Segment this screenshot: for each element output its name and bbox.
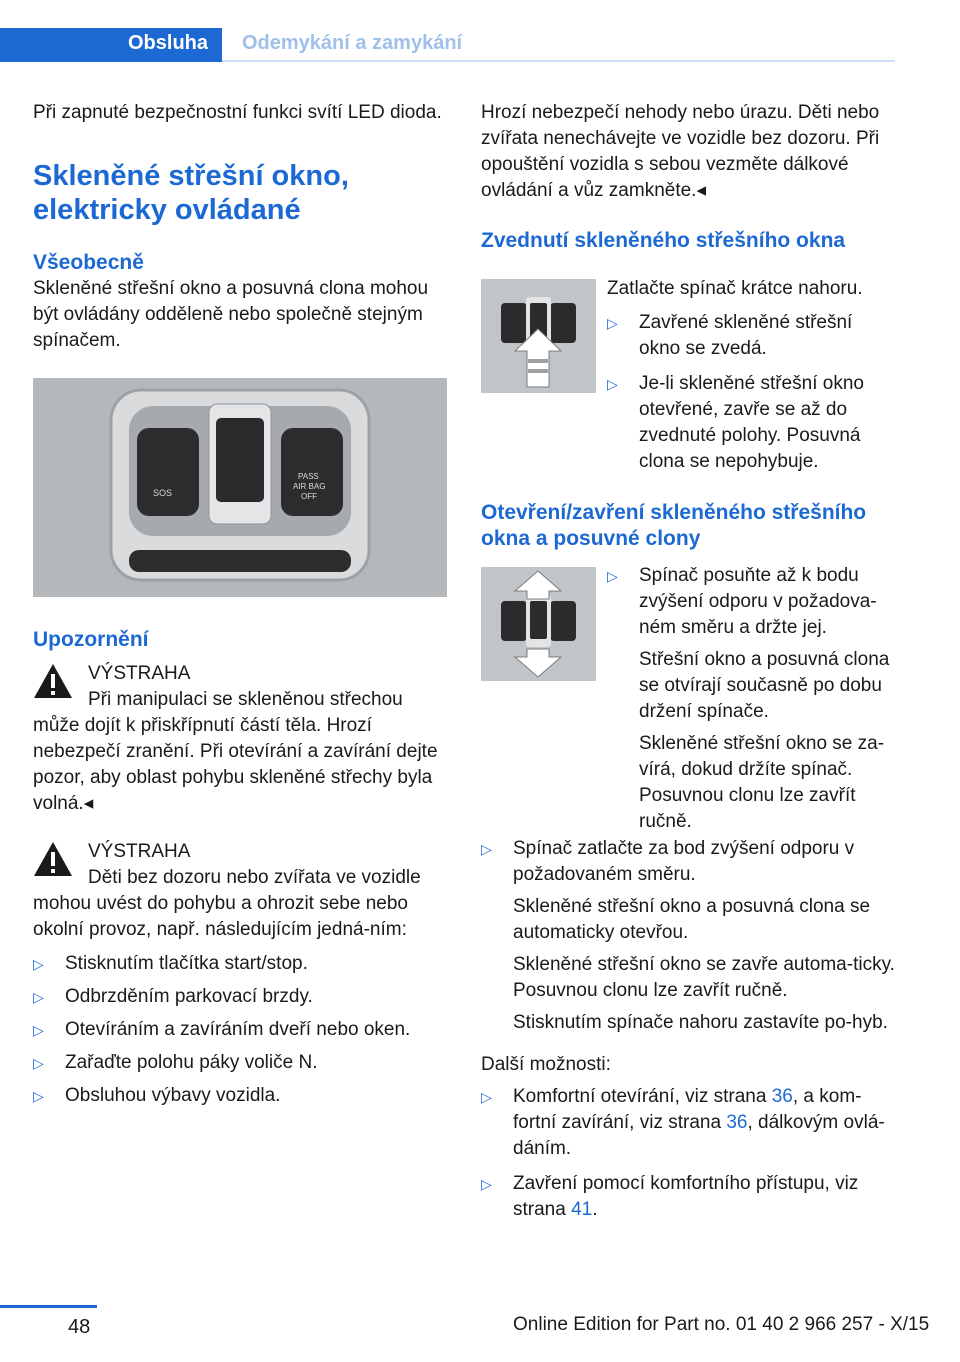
list-item: ▷ Spínač zatlačte za bod zvýšení odporu v požadovaném směru. <box>481 838 855 885</box>
open-close-list-2 <box>481 836 896 888</box>
overhead-panel-illustration <box>33 378 447 597</box>
off-label: OFF <box>301 492 317 501</box>
warning-1-title: VÝSTRAHA <box>88 663 191 684</box>
list-item: ▷ Zavřené skleněné střešní okno se zvedá. <box>607 312 853 359</box>
more-options-list <box>481 1084 896 1223</box>
list-item: ▷ Odbrzděním parkovací brzdy. <box>33 984 447 1010</box>
edition-text: Online Edition for Part no. 01 40 2 966 257 - X/15 <box>513 1314 930 1335</box>
list-item: ▷ Komfortní otevírání, viz strana 36, a kom-fortní zavírání, viz strana 36, dálkovým ovlá-dáním. <box>481 1086 885 1159</box>
triangle-bullet-icon: ▷ <box>33 956 44 972</box>
list-item: ▷ Otevíráním a zavíráním dveří nebo oken. <box>33 1017 447 1043</box>
switch-raise-image <box>481 279 596 393</box>
list-item: ▷ Je-li skleněné střešní okno otevřené, zavře se až do zvednuté polohy. Posuvná clona se nepohybuje. <box>607 373 864 472</box>
list-item: ▷ Spínač posuňte až k bodu zvýšení odporu v požadova-ném směru a držte jej. <box>607 565 877 638</box>
triangle-bullet-icon: ▷ <box>33 989 44 1005</box>
raise-content <box>607 276 897 475</box>
item2-sub2: Skleněné střešní okno se zavře automa-ticky. Posuvnou clonu lze zavřít ručně. <box>513 954 895 1001</box>
page-link-41[interactable]: 41 <box>571 1199 593 1220</box>
general-heading: Všeobecně <box>33 251 144 274</box>
triangle-bullet-icon: ▷ <box>481 841 492 857</box>
triangle-bullet-icon: ▷ <box>33 1055 44 1071</box>
item2-sub1: Skleněné střešní okno a posuvná clona se automaticky otevřou. <box>513 896 871 943</box>
raise-heading: Zvednutí skleněného střešního okna <box>481 229 846 252</box>
warning-2-list <box>33 951 447 1109</box>
triangle-bullet-icon: ▷ <box>33 1088 44 1104</box>
raise-list <box>607 310 897 475</box>
open-close-list-1 <box>607 563 897 641</box>
list-item: ▷ Zařaďte polohu páky voliče N. <box>33 1050 447 1076</box>
open-close-heading: Otevření/zavření skleněného střešního okna a posuvné clony <box>481 501 867 550</box>
pass-label: PASS <box>298 472 319 481</box>
general-text: Skleněné střešní okno a posuvná clona mohou být ovládány odděleně nebo společně stejným spínačem. <box>33 278 429 351</box>
page-link-36-b[interactable]: 36 <box>726 1112 748 1133</box>
warning-2-title: VÝSTRAHA <box>88 841 191 862</box>
more-options-label: Další možnosti: <box>481 1054 611 1075</box>
open-close-item-1 <box>607 563 897 835</box>
warning-triangle-icon <box>33 841 73 877</box>
right-column <box>481 100 896 254</box>
triangle-bullet-icon: ▷ <box>607 315 618 331</box>
warning-2-text: Děti bez dozoru nebo zvířata ve vozidle mohou uvést do pohybu a ohrozit sebe nebo okolní provoz, např. následujícím jedná-ním: <box>33 867 421 940</box>
triangle-bullet-icon: ▷ <box>607 568 618 584</box>
header-rule <box>222 60 895 62</box>
intro-text: Při zapnuté bezpečnostní funkci svítí LED dioda. <box>33 102 442 123</box>
item2-sub3: Stisknutím spínače nahoru zastavíte po-hyb. <box>513 1012 888 1033</box>
raise-intro: Zatlačte spínač krátce nahoru. <box>607 278 863 299</box>
warning-1-text: Při manipulaci se skleněnou střechou může dojít k přiskřípnutí částí těla. Hrozí nebezpečí zranění. Při otevírání a zavírání dejte pozor, aby oblast pohybu skleněné střechy byla volná.◂ <box>33 689 438 814</box>
page-number: 48 <box>68 1316 91 1338</box>
footer-rule <box>0 1305 97 1308</box>
switch-slide-illustration <box>481 567 596 681</box>
left-column <box>33 100 447 1109</box>
open-close-item-2 <box>481 836 896 1223</box>
overhead-panel-photo <box>33 378 447 597</box>
item1-sub1: Střešní okno a posuvná clona se otvírají současně po dobu držení spínače. <box>639 649 890 722</box>
list-item: ▷ Stisknutím tlačítka start/stop. <box>33 951 447 977</box>
list-item: ▷ Obsluhou výbavy vozidla. <box>33 1083 447 1109</box>
triangle-bullet-icon: ▷ <box>607 376 618 392</box>
header-tabs <box>0 28 895 62</box>
item1-sub2: Skleněné střešní okno se za-vírá, dokud držíte spínač. Posuvnou clonu lze zavřít ručně. <box>639 733 885 832</box>
page-link-36-a[interactable]: 36 <box>771 1086 793 1107</box>
warning-2 <box>33 839 447 865</box>
switch-push-up-illustration <box>481 279 596 393</box>
list-item: ▷ Zavření pomocí komfortního přístupu, viz strana 41. <box>481 1173 859 1220</box>
triangle-bullet-icon: ▷ <box>481 1176 492 1192</box>
switch-slide-image <box>481 567 596 681</box>
notice-heading: Upozornění <box>33 628 149 651</box>
tab-obsluha[interactable] <box>0 28 222 62</box>
danger-text: Hrozí nebezpečí nehody nebo úrazu. Děti nebo zvířata nenechávejte ve vozidle bez dozoru. Při opouštění vozidla s sebou vezměte dálkové ovládání a vůz zamkněte.◂ <box>481 102 880 201</box>
triangle-bullet-icon: ▷ <box>481 1089 492 1105</box>
sos-label: SOS <box>153 488 173 498</box>
warning-triangle-icon <box>33 663 73 699</box>
tab-obsluha-label: Obsluha <box>128 32 209 54</box>
warning-1 <box>33 661 447 687</box>
airbag-label: AIR BAG <box>293 482 326 491</box>
section-title: Skleněné střešní okno, elektricky ovládané <box>33 160 349 226</box>
triangle-bullet-icon: ▷ <box>33 1022 44 1038</box>
tab-odemykani[interactable]: Odemykání a zamykání <box>242 32 463 54</box>
